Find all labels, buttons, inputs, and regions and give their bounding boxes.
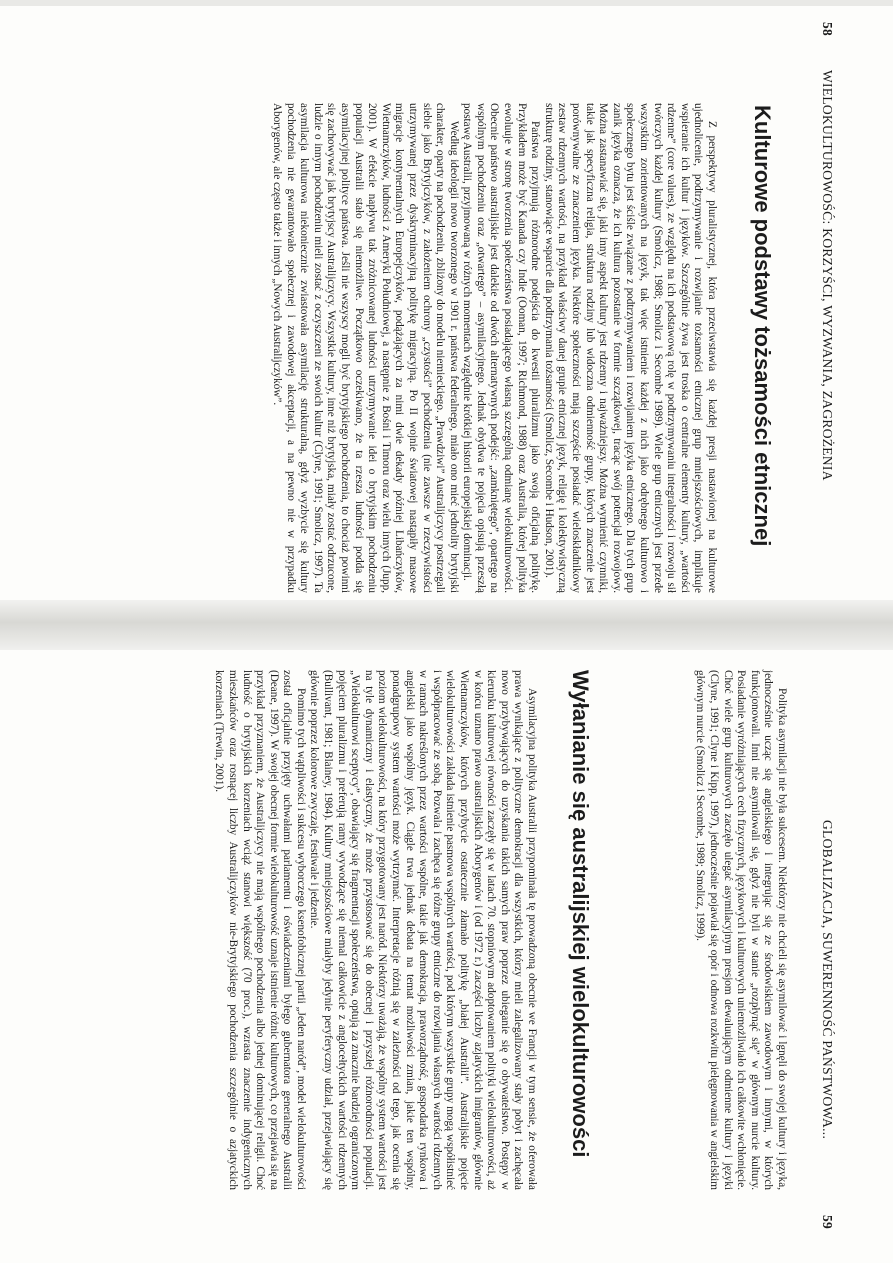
paragraph: Pomimo tych wątpliwości i sukcesu wyborczego ksenofobicznej partii „Jeden naród”, model wielokulturowości został oficjalnie przyjęty uchwałami parlamentu i oświadczeniami byłego gubernatora generalnego Australii (Deane, 1997). W swojej obecnej formie wielokulturowość uznaje istnienie różnic kulturowych, co przejawia się na przykład przyznaniem, że Australijczycy nie mają wspólnego pochodzenia albo jednej dominującej religii. Choć ludność o brytyjskich korzeniach wciąż stanowi większość (70 proc.), wzrasta znaczenie indygenicznych mieszkańców oraz rosnącej liczby Australijczyków nie-Brytyjskiego pochodzenia szczególnie o azjatyckich korzeniach (Trewin, 2001). [213, 670, 307, 1190]
section-heading: Wyłanianie się australijskiej wielokulturowości [568, 670, 593, 1158]
body-text-intro [693, 670, 788, 1190]
body-text [212, 670, 538, 1190]
paragraph: Państwa przyjmują różnorodne podejścia do kwestii pluralizmu jako swoją oficjalną politykę. Przykładem może być Kanada czy Indie (Ooman, 1997; Richmond, 1988) oraz Australia, której polityka ewoluuje w stronę tworzenia społeczeństwa posiadającego własną szczególną odmianę wielokulturowości. Obecnie państwo australijskie jest dalekie od dwóch alternatywnych podejść: „zamkniętego”, opartego na wspólnym pochodzeniu oraz „otwartego” – asymilacyjnego. Jednak obydwa te pojęcia opisują przeszłą postawę Australii, przyjmowaną w różnych momentach względnie krótkiej historii europejskiej dominacji. [461, 103, 542, 593]
paragraph: Polityka asymilacji nie była sukcesem. Niektórzy nie chcieli się asymilować i lgnęli do swojej kultury i języka, jednocześnie ucząc się angielskiego i integrując się ze środowiskiem zawodowym i innymi, w których funkcjonowali. Inni nie asymilowali się, gdyż nie byli w stanie „rozpłynąć się” w głównym nurcie kultury. Posiadanie wyróżniających cech fizycznych, językowych i kulturowych uniemożliwiało ich całkowite wchłonięcie. Choć wiele grup kulturowych zaczęło ulegać asymilacyjnym presjom dewaluującym odmienne kultury i języki (Clyne, 1991; Clyne i Kipp, 1997), jednocześnie pojawiał się opór i odnowa rozkwitu pielęgnowania w angielskim głównym nurcie (Smolicz i Secombe, 1989; Smolicz, 1999). [694, 670, 788, 1190]
page-number: 59 [820, 1215, 835, 1230]
book-gutter [0, 600, 893, 650]
right-page [0, 650, 893, 1260]
paragraph: Według ideologii nowo tworzonego w 1901 r. państwa federalnego, miało ono mieć jednolity brytyjski charakter, oparty na pochodzeniu, zbliżony do modelu niemieckiego. „Prawdziwi” Australijczycy postrzegali siebie jako Brytyjczyków, z założeniem ochrony „czystości” pochodzenia (nie zawsze w rzeczywistości utrzymywanej przez dyskryminacyjną politykę migracyjną. Po II wojnie światowej nastąpiły masowe migracje kontynentalnych Europejczyków, podążających za nimi dwie dekady później Libańczyków, Wietnamczyków, ludności z Ameryki Południowej, a następnie z Bośni i Timoru oraz wielu innych (Jupp, 2001). W efekcie napływu tak zróżnicowanej ludności utrzymywanie idei o brytyjskim pochodzeniu populacji Australii stało się niemożliwe. Początkowo oczekiwano, że ta rzesza ludności podda się asymilacyjnej polityce państwa. Jeśli nie wszyscy mogli być brytyjskiego pochodzenia, to chociaż powinni się zachowywać jak brytyjscy Australijczycy. Wszystkie kultury, inne niż brytyjska, miały zostać odrzucone, ludzie o innym pochodzeniu mieli zostać z oczyszczeni ze swoich kultur (Clyne, 1991; Smolicz, 1997). Ta asymilacja kulturowa niekoniecznie zwiastowała asymilację strukturalną, gdyż wyzbycie się kultury pochodzenia nie gwarantowało społecznej i zawodowej akceptacji, a na pewno nie w przypadku Aborygenów, ale często także i innych „Nowych Australijczyków”. [271, 103, 460, 593]
running-head-title: WIELOKULTUROWOŚĆ: KORZYŚCI, WYZWANIA, ZAGROŻENIA [820, 70, 835, 481]
running-head-title: GLOBALIZACJA, SUWERENNOŚĆ PAŃSTWOWA... [820, 820, 835, 1140]
left-page [0, 0, 893, 600]
body-text [269, 103, 718, 593]
section-heading: Kulturowe podstawy tożsamości etnicznej [750, 105, 775, 547]
paragraph: Z perspektywy pluralistycznej, która przeciwstawia się każdej presji nastawionej na kulturowe ujednolicenie, podtrzymywanie i rozwijanie tożsamości etnicznej grup mniejszościowych, implikuje wspieranie ich kultur i języków. Szczególnie żywa jest troska o centralne elementy kultury, „wartości rdzenne” (core values), ze względu na ich podstawową rolę w podtrzymywaniu integralności i rozwoju sił twórczych każdej kultury (Smolicz, 1988; Smolicz i Secombe 1989). Wiele grup etnicznych jest przede wszystkim zorientowanych na język, tak więc istnienie każdej z nich jako odrębnego kulturowo i społecznego bytu jest ściśle związane z podtrzymywaniem i rozwijaniem języka etnicznego. Dla tych grup zanik języka oznacza, że ich kultura pozostanie w formie szczątkowej, tracąc swój potencjał rozwojowy. Można zastanawiać się, jaki inny aspekt kultury jest rdzenny i najważniejszy. Można wymienić czynniki, takie jak specyficzna religia, struktura rodziny lub widoczna odmienność grupy, których znaczenie jest porównywalne ze znaczeniem języka. Niektóre społeczności mają szczęście posiadać wieloskładnikowy zestaw rdzennych wartości, na przykład właściwy danej grupie etnicznej język, religię i kolektywistyczną strukturę rodziny, stanowiące wsparcie dla podtrzymania tożsamości (Smolicz, Secombe i Hudson, 2001). [542, 103, 718, 593]
paragraph: Asymilacyjna polityka Australii przypominała tę prowadzoną obecnie we Francji w tym sensie, że oferowała prawa wynikające z polityczne demokracji dla wszystkich, którzy mieli zalegalizowany stały pobyt i zachęcała nowo przybywających do uzyskania takich samych praw poprzez ubieganie się o obywatelstwo. Postępy w kierunku kulturowej równości zaczęły się w latach 70. stopniowym adoptowaniem polityki wielokulturowości, aż w końcu uznano prawo australijskich Aborygenów i (od 1972 r.) zaczęści liczby azjatyckich imigrantów, głównie Wietnamczyków, których przybycie ostatecznie złamało politykę „białej Australii”. Australijskie pojęcie wielokulturowości zakłada istnienie pasmowa wspólnych wartości, pod którym wszystkie grupy mogą współistnieć i współpracować ze sobą. Pozwala i zachęca się różne grupy etniczne do rozwijania własnych wartości rdzennych w ramach nakreślonych przez wartości wspólne, takie jak demokracja, praworządność, gospodarka rynkowa i angielski jako wspólny język. Ciągle trwa jednak debata na temat możliwości zmian, jakie ten wspólny, ponadgrupowy system wartości może wytrzymać. Interpretacje różnią się w zależności od tego, jak ocenia się poziom wielokulturowości, na który przygotowany jest naród. Niektórzy uważają, że wspólny system wartości jest na tyle dynamiczny i elastyczny, że może przystosować się do obecnej i przyszłej różnorodności populacji. „Wielokulturowi sceptycy”, obawiający się fragmentacji społeczeństwa, optują za znacznie bardziej ograniczonym pojęciem pluralizmu i preferują ramy wywodzące się niemal całkowicie z anglocełtyckich wartości rdzennych (Bullivant, 1981; Blainey, 1984). Kultury mniejszościowe miałyby jedynie peryferyczny udział, przejawiający się głównie poprzez kolorowe zwyczaje, festiwale i jedzenie. [308, 670, 538, 1190]
page-number: 58 [820, 22, 835, 37]
